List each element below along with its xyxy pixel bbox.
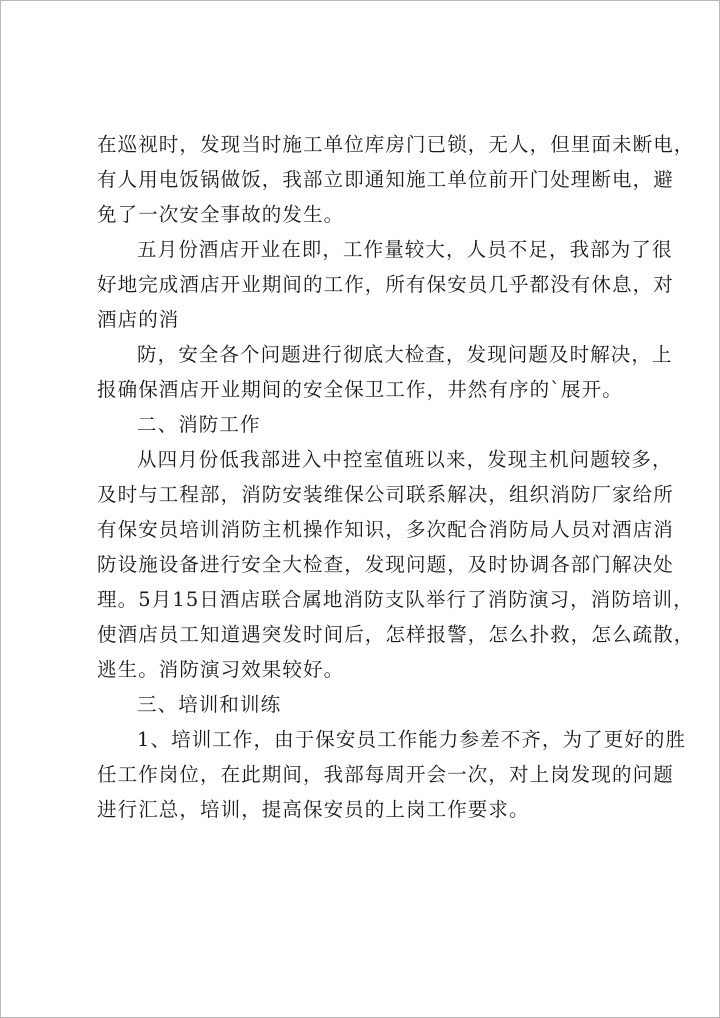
text-line: 1、培训工作，由于保安员工作能力参差不齐，为了更好的胜 [137, 728, 687, 751]
text-line: 在巡视时，发现当时施工单位库房门已锁，无人，但里面未断电， [97, 133, 695, 156]
text-line: 好地完成酒店开业期间的工作，所有保安员几乎都没有休息，对 [97, 273, 674, 296]
text-line: 使酒店员工知道遇突发时间后，怎样报警，怎么扑救，怎么疏散， [97, 623, 695, 646]
text-line: 及时与工程部，消防安装维保公司联系解决，组织消防厂家给所 [97, 483, 674, 506]
text-line: 逃生。消防演习效果较好。 [97, 658, 345, 681]
text-line: 进行汇总，培训，提高保安员的上岗工作要求。 [97, 798, 530, 821]
text-line: 免了一次安全事故的发生。 [97, 203, 345, 226]
text-line: 从四月份低我部进入中控室值班以来，发现主机问题较多， [137, 448, 673, 471]
text-line: 防设施设备进行安全大检查，发现问题，及时协调各部门解决处 [97, 553, 674, 576]
text-line: 防，安全各个问题进行彻底大检查，发现问题及时解决，上 [137, 343, 673, 366]
text-line: 有保安员培训消防主机操作知识，多次配合消防局人员对酒店消 [97, 518, 674, 541]
section-heading: 二、消防工作 [137, 413, 261, 436]
text-line: 理。5月15日酒店联合属地消防支队举行了消防演习，消防培训， [97, 588, 694, 611]
section-heading: 三、培训和训练 [137, 693, 282, 716]
document-body [97, 127, 695, 827]
text-line: 有人用电饭锅做饭，我部立即通知施工单位前开门处理断电，避 [97, 168, 674, 191]
text-line: 任工作岗位，在此期间，我部每周开会一次，对上岗发现的问题 [97, 763, 674, 786]
text-line: 五月份酒店开业在即，工作量较大，人员不足，我部为了很 [137, 238, 673, 261]
text-line: 酒店的消 [97, 308, 180, 331]
text-line: 报确保酒店开业期间的安全保卫工作，井然有序的`展开。 [97, 378, 623, 401]
